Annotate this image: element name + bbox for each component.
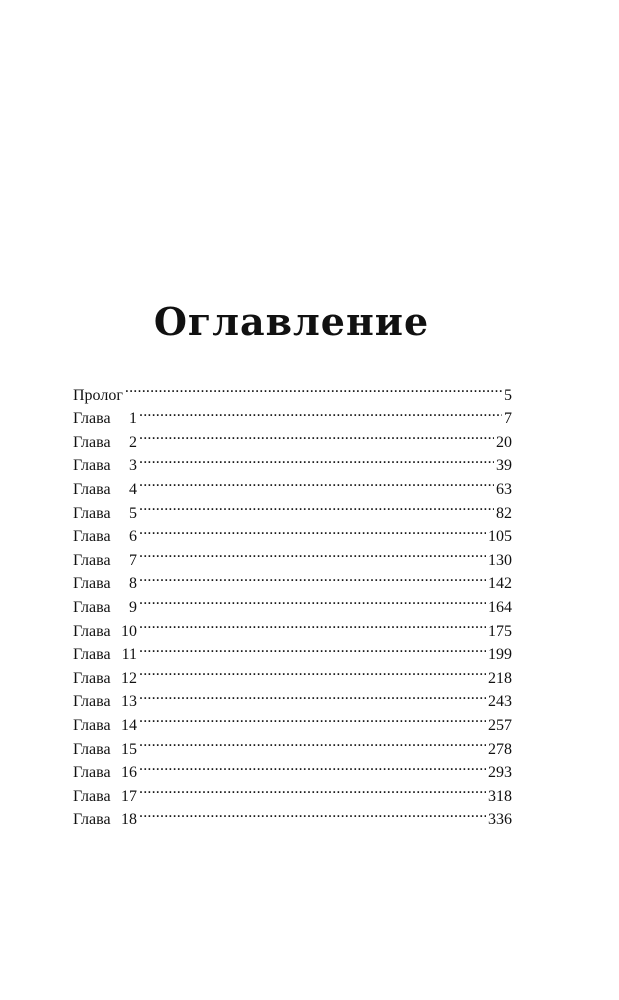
toc-entry-page-number: 82 (496, 504, 512, 522)
toc-entry-label (73, 620, 137, 644)
toc-entry-word: Глава (73, 551, 111, 569)
toc-dot-leader (125, 376, 502, 400)
toc-entry (73, 376, 512, 404)
toc-entry-number: 17 (121, 787, 137, 805)
toc-dot-leader (139, 494, 494, 518)
toc-dot-leader (139, 447, 494, 471)
toc-dot-leader (139, 541, 486, 565)
toc-entry-page-number: 105 (488, 528, 512, 546)
toc-entry-number: 7 (129, 551, 137, 569)
toc-entry-page-number: 130 (488, 551, 512, 569)
toc-entry-word: Глава (73, 575, 111, 593)
toc-entry-label (73, 454, 137, 478)
toc-entry-number: 6 (129, 528, 137, 546)
toc-entry-label (73, 761, 137, 785)
toc-entry-number: 9 (129, 598, 137, 616)
toc-entry-label (73, 785, 137, 809)
toc-entry-word: Глава (73, 457, 111, 475)
toc-entry-number: 1 (129, 410, 137, 428)
toc-entry (73, 636, 512, 664)
toc-entry-label (73, 431, 137, 455)
toc-entry-number: 8 (129, 575, 137, 593)
toc-entry-label (73, 714, 137, 738)
toc-entry-word: Глава (73, 740, 111, 758)
toc-entry-label (73, 690, 137, 714)
toc-entry-word: Глава (73, 528, 111, 546)
toc-dot-leader (139, 659, 486, 683)
toc-entry-word: Глава (73, 598, 111, 616)
toc-entry-word: Глава (73, 669, 111, 687)
toc-entry (73, 447, 512, 475)
toc-entry (73, 659, 512, 687)
toc-entry (73, 400, 512, 428)
toc-dot-leader (139, 565, 486, 589)
toc-entry-page-number: 5 (504, 386, 512, 404)
toc-entry-label (73, 643, 137, 667)
toc-entry-number: 11 (121, 646, 137, 664)
toc-entry-label (73, 478, 137, 502)
toc-entry (73, 801, 512, 829)
toc-entry (73, 777, 512, 805)
toc-entry-label (73, 667, 137, 691)
toc-entry-page-number: 7 (504, 410, 512, 428)
toc-entry-number: 3 (129, 457, 137, 475)
toc-dot-leader (139, 777, 486, 801)
toc-entry-page-number: 175 (488, 622, 512, 640)
toc-entry-page-number: 278 (488, 740, 512, 758)
toc-entry (73, 706, 512, 734)
toc-entry-label (73, 502, 137, 526)
toc-entry-label (73, 738, 137, 762)
toc-title: Оглавление (153, 299, 430, 344)
toc-list (73, 376, 512, 829)
toc-entry-word: Глава (73, 716, 111, 734)
toc-entry-word: Глава (73, 693, 111, 711)
toc-entry-number: 13 (121, 693, 137, 711)
toc-entry-word: Глава (73, 811, 111, 829)
toc-entry-word: Пролог (73, 386, 123, 404)
toc-entry-number: 16 (121, 764, 137, 782)
toc-entry-page-number: 318 (488, 787, 512, 805)
toc-entry-page-number: 293 (488, 764, 512, 782)
toc-entry-page-number: 63 (496, 480, 512, 498)
toc-entry-word: Глава (73, 787, 111, 805)
toc-entry-page-number: 164 (488, 598, 512, 616)
toc-entry-word: Глава (73, 646, 111, 664)
toc-entry-word: Глава (73, 410, 111, 428)
toc-dot-leader (139, 636, 486, 660)
toc-entry (73, 612, 512, 640)
toc-entry-number: 18 (121, 811, 137, 829)
toc-entry (73, 541, 512, 569)
toc-entry-word: Глава (73, 504, 111, 522)
toc-entry-number: 15 (121, 740, 137, 758)
toc-entry-label (73, 525, 137, 549)
toc-entry-number: 10 (121, 622, 137, 640)
toc-dot-leader (139, 801, 486, 825)
toc-entry-page-number: 20 (496, 433, 512, 451)
toc-dot-leader (139, 730, 486, 754)
toc-dot-leader (139, 423, 494, 447)
toc-entry-number: 12 (121, 669, 137, 687)
toc-entry-label (73, 384, 123, 408)
toc-entry-number: 14 (121, 716, 137, 734)
toc-entry-page-number: 257 (488, 716, 512, 734)
toc-entry-label (73, 596, 137, 620)
toc-entry (73, 588, 512, 616)
toc-entry-label (73, 572, 137, 596)
toc-dot-leader (139, 470, 494, 494)
toc-entry-label (73, 808, 137, 832)
toc-entry-word: Глава (73, 764, 111, 782)
toc-dot-leader (139, 683, 486, 707)
toc-entry-label (73, 549, 137, 573)
toc-dot-leader (139, 588, 486, 612)
toc-entry-number: 2 (129, 433, 137, 451)
toc-entry (73, 683, 512, 711)
toc-entry (73, 518, 512, 546)
toc-entry-word: Глава (73, 480, 111, 498)
toc-dot-leader (139, 518, 486, 542)
toc-dot-leader (139, 400, 502, 424)
toc-dot-leader (139, 706, 486, 730)
toc-entry (73, 730, 512, 758)
toc-entry-word: Глава (73, 433, 111, 451)
toc-dot-leader (139, 754, 486, 778)
toc-entry-page-number: 199 (488, 646, 512, 664)
toc-entry-page-number: 142 (488, 575, 512, 593)
toc-entry-word: Глава (73, 622, 111, 640)
toc-entry-page-number: 336 (488, 811, 512, 829)
toc-entry (73, 470, 512, 498)
toc-entry-number: 5 (129, 504, 137, 522)
toc-entry-number: 4 (129, 480, 137, 498)
toc-entry (73, 754, 512, 782)
toc-entry (73, 565, 512, 593)
toc-entry-page-number: 243 (488, 693, 512, 711)
toc-dot-leader (139, 612, 486, 636)
toc-entry (73, 423, 512, 451)
toc-entry-page-number: 39 (496, 457, 512, 475)
toc-entry (73, 494, 512, 522)
toc-entry-page-number: 218 (488, 669, 512, 687)
toc-entry-label (73, 407, 137, 431)
